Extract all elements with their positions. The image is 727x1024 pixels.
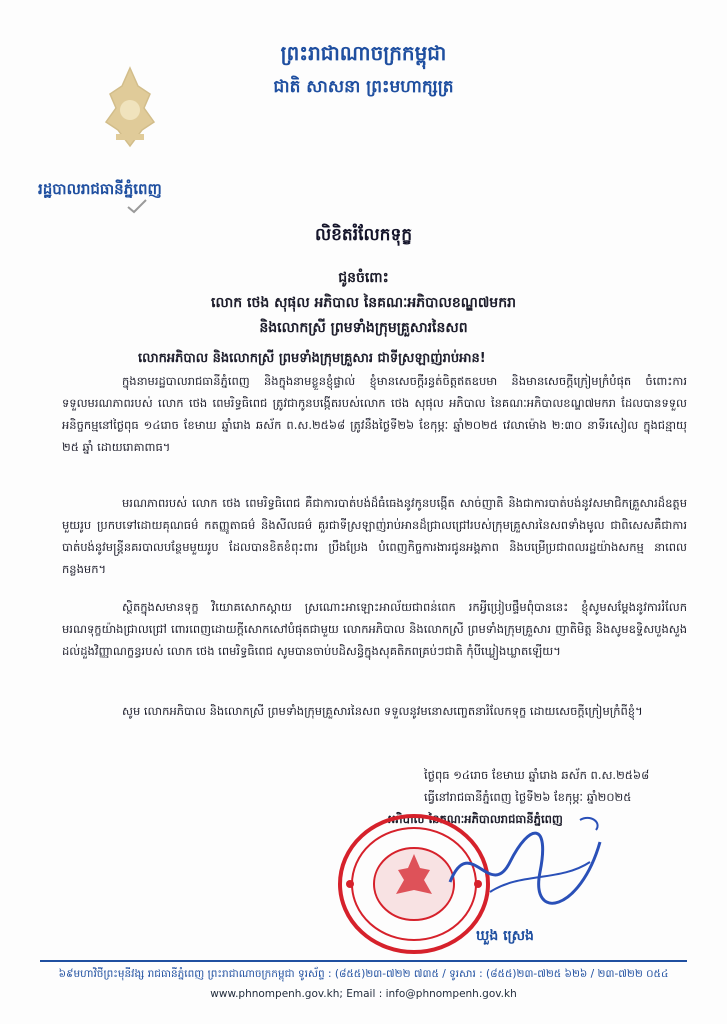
signer-title: អភិបាល នៃគណៈអភិបាលរាជធានីភ្នំពេញ	[388, 812, 563, 826]
kingdom-heading: ព្រះរាជាណាចក្រកម្ពុជា	[280, 41, 447, 65]
salutation: លោកអភិបាល និងលោកស្រី ព្រមទាំងក្រុមគ្រួសារ ជាទីស្រឡាញ់រាប់អាន!	[138, 351, 486, 366]
footer-address: ៦៩មហាវិថីព្រះមុនីវង្ស រាជធានីភ្នំពេញ ព្រះរាជាណាចក្រកម្ពុជា ទូរស័ព្ទ : (៨៥៥)២៣-៧២២ ៧៣៥ / ទូរសារ : (៨៥៥)២៣-៧២៥ ៦២៦ / ២៣-៧២២ ០៥៤	[58, 968, 669, 980]
issuing-organization: រដ្ឋបាលរាជធានីភ្នំពេញ	[38, 180, 162, 198]
recipient-label: ជូនចំពោះ	[338, 270, 389, 286]
check-mark-icon	[126, 198, 148, 214]
recipient-line-1: លោក ថេង សុផុល អភិបាល នៃគណៈអភិបាលខណ្ឌ៧មករា	[211, 295, 516, 311]
body-paragraph-1: ក្នុងនាមរដ្ឋបាលរាជធានីភ្នំពេញ និងក្នុងនាមខ្លួនខ្ញុំផ្ទាល់ ខ្ញុំមានសេចក្តីរន្ធត់ចិត្តឥតឧបមា និងមានសេចក្តីក្រៀមក្រំបំផុត ចំពោះការទទួលមរណភាពរបស់ លោក ថេង ពេមរិទ្ធធិពេជ ត្រូវជាកូនបង្កើតរបស់លោក ថេង សុផុល អភិបាល នៃគណៈអភិបាលខណ្ឌ៧មករា ដែលបានទទួលអនិច្ចកម្មនៅថ្ងៃពុធ ១៤រោច ខែមាឃ ឆ្នាំរោង ឆស័ក ព.ស.២៥៦៨ ត្រូវនឹងថ្ងៃទី២៦ ខែកុម្ភៈ ឆ្នាំ២០២៥ វេលាម៉ោង ២:៣០ នាទីរសៀល ក្នុងជន្មាយុ ២៥ ឆ្នាំ ដោយរោគាពាធ។	[62, 374, 687, 454]
footer-divider	[40, 960, 687, 962]
lunar-date: ថ្ងៃពុធ ១៤រោច ខែមាឃ ឆ្នាំរោង ឆស័ក ព.ស.២៥៦៨	[424, 768, 650, 782]
signer-name: ឃួង ស្រេង	[476, 928, 534, 944]
body-paragraph-3: ស្ថិតក្នុងសមានទុក្ខ វិយោគសោកស្តាយ ស្រណោះអាឡោះអាល័យជាពន់ពេក រកអ្វីប្រៀបផ្ទឹមពុំបាននេះ ខ្ញុំសូមសម្តែងនូវការរំលែកមរណទុក្ខយ៉ាងជ្រាលជ្រៅ ពោរពេញដោយក្តីសោកសៅបំផុតជាមួយ លោកអភិបាល និងលោកស្រី ព្រមទាំងក្រុមគ្រួសារ ញាតិមិត្ត និងសូមឧទ្ទិសបួងសួងដល់ដួងវិញ្ញាណក្ខន្ធរបស់ លោក ថេង ពេមរិទ្ធធិពេជ សូមបានចាប់បដិសន្ធិក្នុងសុគតិភពគ្រប់ៗជាតិ កុំបីឃ្លៀងឃ្លាតឡើយ។	[62, 600, 687, 658]
national-motto: ជាតិ សាសនា ព្រះមហាក្សត្រ	[273, 77, 454, 97]
document-title: លិខិតរំលែកទុក្ខ	[314, 225, 413, 245]
emblem-icon	[98, 64, 162, 150]
body-paragraph-2: មរណភាពរបស់ លោក ថេង ពេមរិទ្ធធិពេជ គឺជាការបាត់បង់ដ៏ធំធេងនូវកូនបង្កើត សាច់ញាតិ និងជាការបាត់បង់នូវសមាជិកគ្រួសារដ៏ឧត្តមមួយរូប ប្រកបទៅដោយគុណធម៌ កតញ្ញូតាធម៌ និងសីលធម៌ គួរជាទីស្រឡាញ់រាប់អានដ៏ជ្រាលជ្រៅរបស់ក្រុមគ្រួសារនៃសពទាំងមូល ជាពិសេសគឺជាការបាត់បង់នូវមន្ត្រីនគរបាលបន្ថែមមួយរូប ដែលបានខិតខំពុះពារ ប្រឹងប្រែង បំពេញកិច្ចការងារជូនអង្គភាព និងបម្រើប្រជាពលរដ្ឋយ៉ាងសកម្ម នាពេលកន្លងមក។	[62, 496, 687, 576]
footer-contact: www.phnompenh.gov.kh; Email : info@phnompenh.gov.kh	[210, 988, 517, 1000]
place-and-date: ធ្វើនៅរាជធានីភ្នំពេញ ថ្ងៃទី២៦ ខែកុម្ភៈ ឆ្នាំ២០២៥	[424, 790, 632, 804]
body-paragraph-4: សូម លោកអភិបាល និងលោកស្រី ព្រមទាំងក្រុមគ្រួសារនៃសព ទទួលនូវមនោសញ្ចេតនារំលែកទុក្ខ ដោយសេចក្តីក្រៀមក្រំពីខ្ញុំ។	[122, 704, 643, 718]
recipient-line-2: និងលោកស្រី ព្រមទាំងក្រុមគ្រួសារនៃសព	[259, 320, 468, 336]
handwritten-signature-icon	[430, 812, 610, 922]
